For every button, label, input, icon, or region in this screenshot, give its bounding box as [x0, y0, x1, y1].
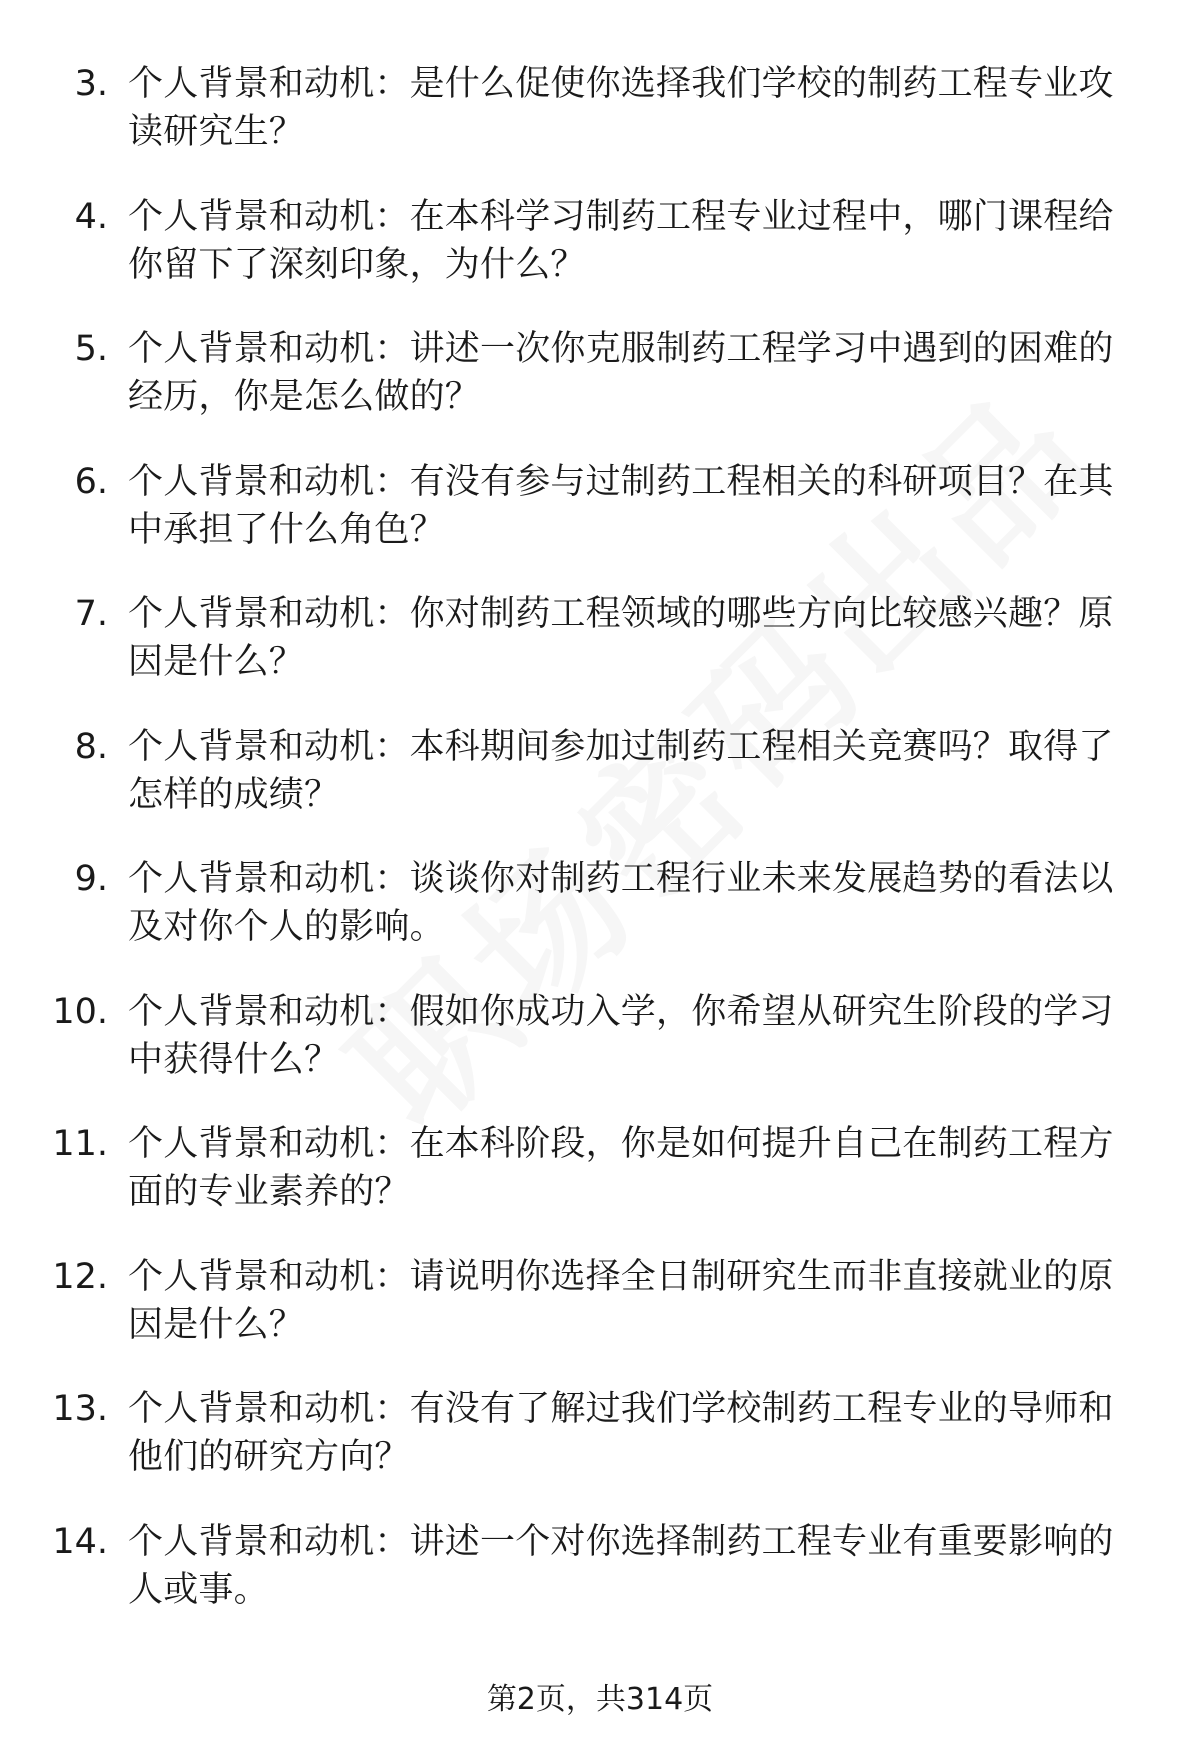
question-number: 6. — [74, 461, 108, 502]
question-text: 个人背景和动机：有没有了解过我们学校制药工程专业的导师和他们的研究方向？ — [128, 1389, 1114, 1477]
question-text: 个人背景和动机：是什么促使你选择我们学校的制药工程专业攻读研究生？ — [128, 64, 1114, 152]
question-item — [0, 988, 1200, 1121]
question-item — [0, 1518, 1200, 1651]
question-item — [0, 855, 1200, 988]
question-text: 个人背景和动机：假如你成功入学，你希望从研究生阶段的学习中获得什么？ — [128, 991, 1114, 1080]
question-item — [0, 1385, 1200, 1518]
question-item — [0, 458, 1200, 591]
question-number: 8. — [74, 726, 108, 767]
question-number: 14. — [52, 1521, 108, 1562]
question-number: 3. — [74, 64, 108, 104]
question-item — [0, 193, 1200, 326]
question-number: 5. — [74, 329, 108, 369]
question-number: 4. — [74, 196, 108, 237]
question-number: 9. — [74, 859, 108, 899]
question-number: 10. — [52, 991, 108, 1032]
question-text: 个人背景和动机：谈谈你对制药工程行业未来发展趋势的看法以及对你个人的影响。 — [128, 859, 1114, 947]
question-text: 个人背景和动机：你对制药工程领域的哪些方向比较感兴趣？原因是什么？ — [128, 594, 1114, 682]
question-text: 个人背景和动机：本科期间参加过制药工程相关竞赛吗？取得了怎样的成绩？ — [128, 726, 1114, 815]
question-text: 个人背景和动机：讲述一次你克服制药工程学习中遇到的困难的经历，你是怎么做的？ — [128, 329, 1114, 417]
question-number: 12. — [52, 1256, 108, 1297]
question-number: 13. — [52, 1389, 108, 1429]
question-text: 个人背景和动机：在本科阶段，你是如何提升自己在制药工程方面的专业素养的？ — [128, 1124, 1114, 1212]
question-item — [0, 590, 1200, 723]
question-item — [0, 1120, 1200, 1253]
question-text: 个人背景和动机：在本科学习制药工程专业过程中，哪门课程给你留下了深刻印象，为什么？ — [128, 196, 1114, 285]
question-text: 个人背景和动机：有没有参与过制药工程相关的科研项目？在其中承担了什么角色？ — [128, 461, 1114, 550]
question-text: 个人背景和动机：请说明你选择全日制研究生而非直接就业的原因是什么？ — [128, 1256, 1114, 1345]
question-item — [0, 723, 1200, 856]
question-item — [0, 60, 1200, 193]
question-number: 7. — [74, 594, 108, 634]
question-item — [0, 325, 1200, 458]
question-item — [0, 1253, 1200, 1386]
question-text: 个人背景和动机：讲述一个对你选择制药工程专业有重要影响的人或事。 — [128, 1521, 1114, 1610]
question-number: 11. — [52, 1124, 108, 1164]
page-number-footer: 第2页，共314页 — [486, 1682, 714, 1717]
question-list — [0, 60, 1200, 1650]
